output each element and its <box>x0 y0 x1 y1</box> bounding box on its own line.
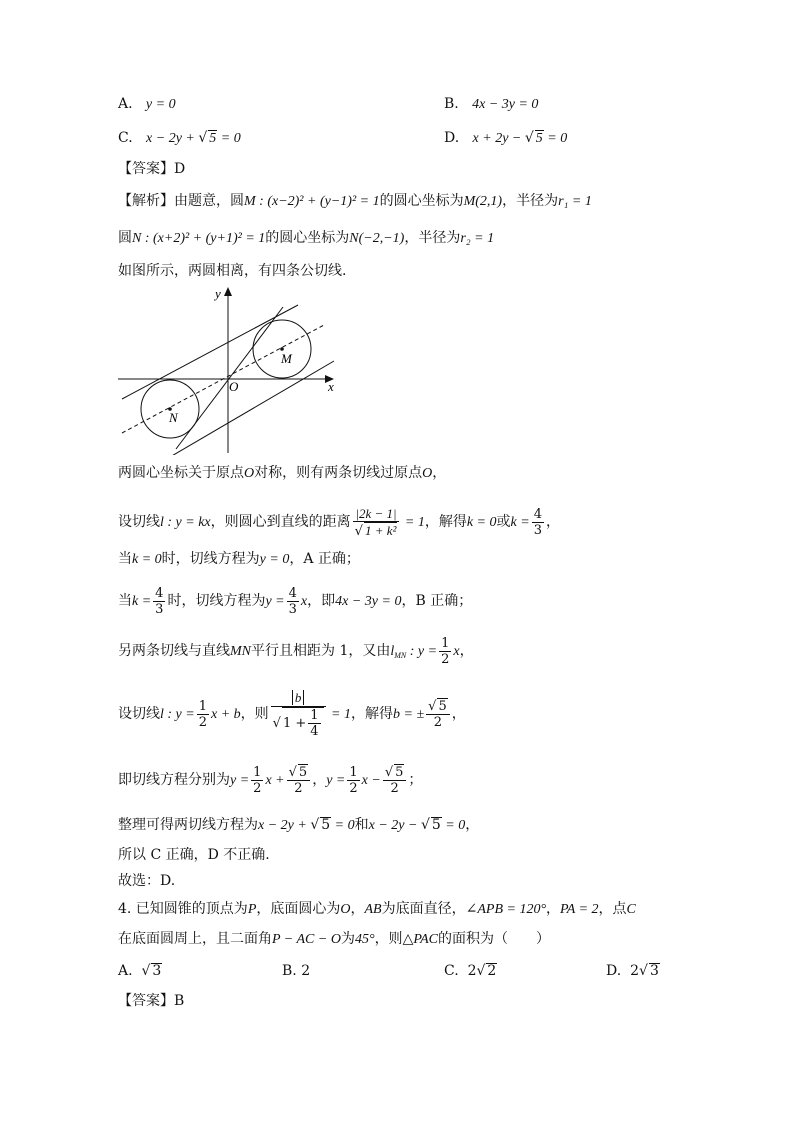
q3-solution-line-10: 即切线方程分别为y = $\frac{1}{2}$ x + $\frac{√ 5}{2}$ ，y = $\frac{1}{2}$ x − $\frac{√ 5}{2}$ ； <box>118 764 423 796</box>
q3-option-a: A. y = 0 <box>118 96 176 112</box>
q3-solution-line-8: 另两条切线与直线MN平行且相距为 1，又由$l_{MN}$ : y = $\frac{1}{2}$ x， <box>118 635 474 667</box>
q3-solution-line-1: 【解析】由题意，圆M : (x−2)² + (y−1)² = 1的圆心坐标为M(2,1)，半径为r₁ = 1 <box>118 193 592 209</box>
q3-answer: 【答案】D <box>118 161 186 177</box>
q4-question-line-2: 在底面圆周上，且二面角P − AC − O为45°，则△PAC的面积为（ ） <box>118 931 550 947</box>
origin-label: O <box>229 379 239 394</box>
q3-solution-line-9: 设切线l : y = $\frac{1}{2}$ x + b，则 b √ 1 + $\frac{1}{4}$ = 1，解得b = ± $\frac{√ 5}{2}$ ， <box>118 689 466 739</box>
q4-option-b: B. 2 <box>282 963 311 979</box>
q3-solution-line-11: 整理可得两切线方程为x − 2y + √ 5 = 0和x − 2y − √ 5 = 0， <box>118 817 480 833</box>
q3-option-a-expr: y = 0 <box>145 97 176 112</box>
q3-solution-line-3: 如图所示，两圆相离，有四条公切线. <box>118 263 347 279</box>
label-n: N <box>169 410 178 425</box>
q3-option-c: C. x − 2y + √ 5 = 0 <box>118 130 241 146</box>
y-axis-label: y <box>215 286 221 301</box>
q4-option-d: D. 2√ 3 <box>606 963 659 979</box>
q3-option-b-expr: 4x − 3y = 0 <box>472 97 539 112</box>
tangent-lower <box>170 361 334 455</box>
q3-solution-line-2: 圆N : (x+2)² + (y+1)² = 1的圆心坐标为N(−2,−1)，半径为r₂ = 1 <box>118 230 495 246</box>
distance-fraction: $\frac{|2k - 1|}{\text{√ 1 + k²}}$ <box>353 506 400 539</box>
label-m: M <box>281 351 292 366</box>
q4-option-c: C. 2√ 2 <box>444 963 497 979</box>
tangent-upper <box>122 305 298 399</box>
q4-option-a: A. √ 3 <box>118 963 162 979</box>
q3-solution-line-12: 所以 C 正确，D 不正确. <box>118 847 270 863</box>
q4-question-line-1: 4. 已知圆锥的顶点为P，底面圆心为O，AB为底面直径，∠APB = 120°，PA = 2，点C <box>118 901 636 917</box>
y-axis-arrow <box>224 287 232 296</box>
q4-answer: 【答案】B <box>118 993 185 1009</box>
q3-solution-line-5: 设切线l : y = kx，则圆心到直线的距离 $\frac{|2k - 1|}{\text{√ 1 + k²}}$ = 1，解得k = 0或k = $\frac{4}{3}$ ， <box>118 505 560 539</box>
q3-option-d: D. x + 2y − √ 5 = 0 <box>444 130 568 146</box>
q3-solution-line-13: 故选：D. <box>118 873 176 889</box>
q3-solution-line-6: 当k = 0时，切线方程为y = 0，A 正确； <box>118 551 360 567</box>
q3-solution-line-4: 两圆心坐标关于原点O对称，则有两条切线过原点O， <box>118 465 447 481</box>
tangent-through-origin <box>176 307 283 449</box>
x-axis-label: x <box>328 379 334 394</box>
q3-option-b: B. 4x − 3y = 0 <box>444 96 539 112</box>
q3-solution-line-7: 当k = $\frac{4}{3}$ 时，切线方程为y = $\frac{4}{3}$ x，即4x − 3y = 0，B 正确； <box>118 585 473 617</box>
tangent-circles-figure <box>118 285 348 455</box>
distance-fraction-b: b √ 1 + $\frac{1}{4}$ <box>271 690 326 739</box>
